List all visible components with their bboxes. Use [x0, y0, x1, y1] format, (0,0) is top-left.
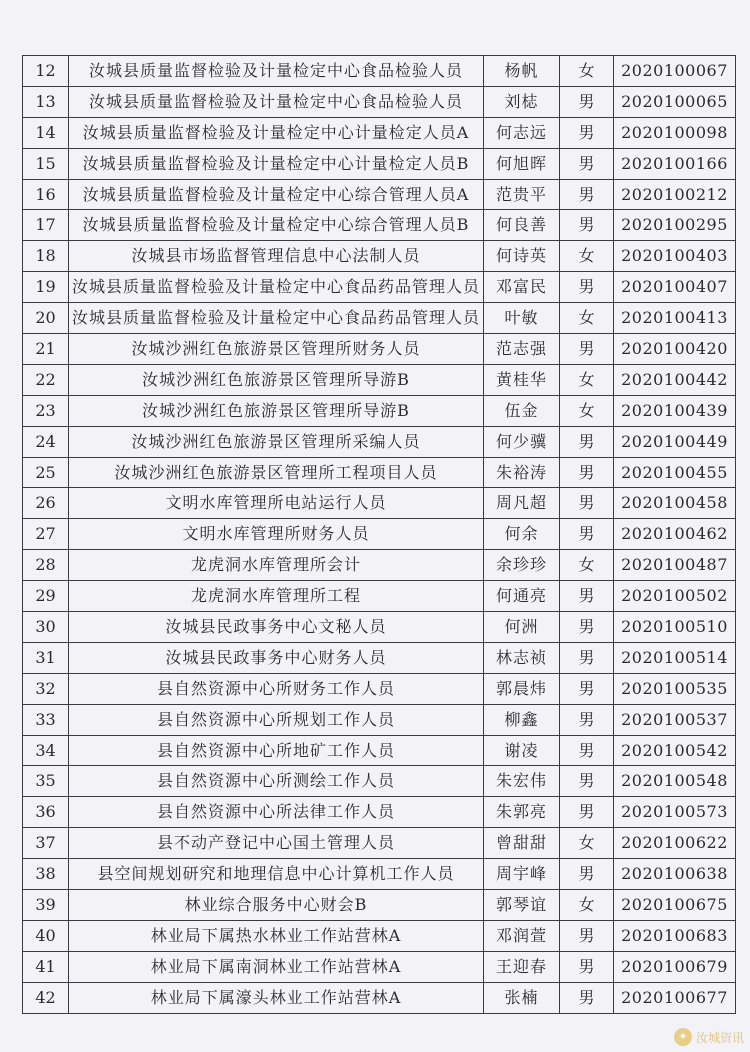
ticket-number: 2020100067 — [614, 56, 736, 87]
candidate-gender: 女 — [560, 241, 614, 272]
position-name: 汝城县质量监督检验及计量检定中心食品检验人员 — [69, 56, 484, 87]
table-row — [23, 519, 736, 550]
candidate-gender: 男 — [560, 797, 614, 828]
table-row — [23, 797, 736, 828]
candidate-gender: 男 — [560, 334, 614, 365]
position-name: 林业综合服务中心财会B — [69, 890, 484, 921]
position-name: 县自然资源中心所财务工作人员 — [69, 673, 484, 704]
candidate-name: 余珍珍 — [484, 550, 560, 581]
row-number: 30 — [23, 612, 69, 643]
candidate-gender: 男 — [560, 457, 614, 488]
ticket-number: 2020100537 — [614, 704, 736, 735]
ticket-number: 2020100442 — [614, 364, 736, 395]
candidate-gender: 男 — [560, 148, 614, 179]
row-number: 36 — [23, 797, 69, 828]
candidate-name: 王迎春 — [484, 951, 560, 982]
candidate-name: 柳鑫 — [484, 704, 560, 735]
ticket-number: 2020100510 — [614, 612, 736, 643]
candidate-name: 伍金 — [484, 395, 560, 426]
table-row — [23, 426, 736, 457]
candidate-name: 邓富民 — [484, 272, 560, 303]
position-name: 汝城县市场监督管理信息中心法制人员 — [69, 241, 484, 272]
position-name: 龙虎洞水库管理所工程 — [69, 581, 484, 612]
candidate-gender: 女 — [560, 550, 614, 581]
candidate-name: 谢凌 — [484, 735, 560, 766]
ticket-number: 2020100295 — [614, 210, 736, 241]
candidate-name: 杨帆 — [484, 56, 560, 87]
ticket-number: 2020100683 — [614, 920, 736, 951]
candidate-name: 刘梽 — [484, 86, 560, 117]
candidate-name: 何良善 — [484, 210, 560, 241]
row-number: 23 — [23, 395, 69, 426]
candidate-gender: 女 — [560, 395, 614, 426]
position-name: 林业局下属南洞林业工作站营林A — [69, 951, 484, 982]
candidate-name: 何少骥 — [484, 426, 560, 457]
table-row — [23, 581, 736, 612]
row-number: 27 — [23, 519, 69, 550]
position-name: 汝城县质量监督检验及计量检定中心综合管理人员B — [69, 210, 484, 241]
ticket-number: 2020100548 — [614, 766, 736, 797]
position-name: 县不动产登记中心国土管理人员 — [69, 828, 484, 859]
table-row — [23, 951, 736, 982]
table-row — [23, 642, 736, 673]
candidate-gender: 男 — [560, 766, 614, 797]
candidate-name: 郭晨炜 — [484, 673, 560, 704]
table-row — [23, 766, 736, 797]
candidate-gender: 男 — [560, 920, 614, 951]
ticket-number: 2020100542 — [614, 735, 736, 766]
ticket-number: 2020100514 — [614, 642, 736, 673]
row-number: 21 — [23, 334, 69, 365]
position-name: 林业局下属热水林业工作站营林A — [69, 920, 484, 951]
candidate-name: 周宇峰 — [484, 859, 560, 890]
candidate-name: 朱郭亮 — [484, 797, 560, 828]
row-number: 34 — [23, 735, 69, 766]
row-number: 14 — [23, 117, 69, 148]
table-row — [23, 272, 736, 303]
ticket-number: 2020100535 — [614, 673, 736, 704]
position-name: 林业局下属濠头林业工作站营林A — [69, 982, 484, 1013]
row-number: 22 — [23, 364, 69, 395]
ticket-number: 2020100462 — [614, 519, 736, 550]
candidate-gender: 男 — [560, 272, 614, 303]
ticket-number: 2020100439 — [614, 395, 736, 426]
position-name: 汝城沙洲红色旅游景区管理所导游B — [69, 395, 484, 426]
table-row — [23, 890, 736, 921]
ticket-number: 2020100413 — [614, 303, 736, 334]
candidate-gender: 男 — [560, 951, 614, 982]
table-row — [23, 179, 736, 210]
candidate-gender: 男 — [560, 704, 614, 735]
candidate-name: 何旭晖 — [484, 148, 560, 179]
candidate-gender: 男 — [560, 488, 614, 519]
ticket-number: 2020100638 — [614, 859, 736, 890]
row-number: 39 — [23, 890, 69, 921]
row-number: 31 — [23, 642, 69, 673]
candidate-name: 叶敏 — [484, 303, 560, 334]
ticket-number: 2020100458 — [614, 488, 736, 519]
candidate-name: 朱裕涛 — [484, 457, 560, 488]
ticket-number: 2020100407 — [614, 272, 736, 303]
ticket-number: 2020100098 — [614, 117, 736, 148]
table-row — [23, 148, 736, 179]
table-row — [23, 920, 736, 951]
candidate-name: 何洲 — [484, 612, 560, 643]
ticket-number: 2020100622 — [614, 828, 736, 859]
position-name: 汝城县民政事务中心财务人员 — [69, 642, 484, 673]
watermark — [674, 1028, 744, 1046]
position-name: 汝城沙洲红色旅游景区管理所财务人员 — [69, 334, 484, 365]
table-row — [23, 334, 736, 365]
row-number: 37 — [23, 828, 69, 859]
row-number: 28 — [23, 550, 69, 581]
row-number: 17 — [23, 210, 69, 241]
candidate-name: 何志远 — [484, 117, 560, 148]
watermark-text: 汝城资讯 — [695, 1030, 744, 1045]
position-name: 县自然资源中心所测绘工作人员 — [69, 766, 484, 797]
position-name: 汝城县民政事务中心文秘人员 — [69, 612, 484, 643]
candidate-name: 邓润萱 — [484, 920, 560, 951]
candidate-gender: 女 — [560, 56, 614, 87]
table-row — [23, 488, 736, 519]
candidate-gender: 女 — [560, 828, 614, 859]
candidate-name: 范志强 — [484, 334, 560, 365]
ticket-number: 2020100675 — [614, 890, 736, 921]
ticket-number: 2020100166 — [614, 148, 736, 179]
candidate-gender: 男 — [560, 612, 614, 643]
table-row — [23, 704, 736, 735]
position-name: 汝城县质量监督检验及计量检定中心综合管理人员A — [69, 179, 484, 210]
ticket-number: 2020100403 — [614, 241, 736, 272]
row-number: 18 — [23, 241, 69, 272]
position-name: 文明水库管理所财务人员 — [69, 519, 484, 550]
row-number: 38 — [23, 859, 69, 890]
table-row — [23, 673, 736, 704]
ticket-number: 2020100679 — [614, 951, 736, 982]
position-name: 汝城县质量监督检验及计量检定中心食品检验人员 — [69, 86, 484, 117]
table-row — [23, 56, 736, 87]
table-row — [23, 86, 736, 117]
candidate-name: 何通亮 — [484, 581, 560, 612]
position-name: 县自然资源中心所规划工作人员 — [69, 704, 484, 735]
row-number: 33 — [23, 704, 69, 735]
candidate-gender: 男 — [560, 210, 614, 241]
position-name: 县空间规划研究和地理信息中心计算机工作人员 — [69, 859, 484, 890]
candidate-gender: 男 — [560, 426, 614, 457]
row-number: 20 — [23, 303, 69, 334]
position-name: 汝城沙洲红色旅游景区管理所工程项目人员 — [69, 457, 484, 488]
candidate-name: 曾甜甜 — [484, 828, 560, 859]
table-row — [23, 612, 736, 643]
candidate-gender: 男 — [560, 179, 614, 210]
row-number: 15 — [23, 148, 69, 179]
candidate-gender: 男 — [560, 86, 614, 117]
candidate-gender: 男 — [560, 117, 614, 148]
candidate-gender: 男 — [560, 581, 614, 612]
row-number: 19 — [23, 272, 69, 303]
candidate-gender: 男 — [560, 673, 614, 704]
position-name: 县自然资源中心所地矿工作人员 — [69, 735, 484, 766]
candidate-name: 周凡超 — [484, 488, 560, 519]
row-number: 32 — [23, 673, 69, 704]
candidate-name: 张楠 — [484, 982, 560, 1013]
table-row — [23, 117, 736, 148]
position-name: 龙虎洞水库管理所会计 — [69, 550, 484, 581]
watermark-logo-icon: ✦ — [674, 1028, 692, 1046]
position-name: 汝城县质量监督检验及计量检定中心计量检定人员A — [69, 117, 484, 148]
row-number: 41 — [23, 951, 69, 982]
row-number: 40 — [23, 920, 69, 951]
ticket-number: 2020100573 — [614, 797, 736, 828]
row-number: 29 — [23, 581, 69, 612]
row-number: 16 — [23, 179, 69, 210]
candidate-name: 何余 — [484, 519, 560, 550]
row-number: 42 — [23, 982, 69, 1013]
candidate-table-body — [23, 56, 736, 1014]
position-name: 汝城沙洲红色旅游景区管理所导游B — [69, 364, 484, 395]
row-number: 26 — [23, 488, 69, 519]
ticket-number: 2020100487 — [614, 550, 736, 581]
candidate-table — [22, 55, 736, 1014]
table-row — [23, 828, 736, 859]
row-number: 24 — [23, 426, 69, 457]
ticket-number: 2020100420 — [614, 334, 736, 365]
ticket-number: 2020100449 — [614, 426, 736, 457]
candidate-name: 范贵平 — [484, 179, 560, 210]
position-name: 县自然资源中心所法律工作人员 — [69, 797, 484, 828]
candidate-gender: 男 — [560, 519, 614, 550]
table-row — [23, 303, 736, 334]
position-name: 汝城县质量监督检验及计量检定中心计量检定人员B — [69, 148, 484, 179]
ticket-number: 2020100212 — [614, 179, 736, 210]
candidate-gender: 男 — [560, 642, 614, 673]
candidate-name: 朱宏伟 — [484, 766, 560, 797]
table-row — [23, 982, 736, 1013]
candidate-gender: 女 — [560, 890, 614, 921]
position-name: 文明水库管理所电站运行人员 — [69, 488, 484, 519]
row-number: 35 — [23, 766, 69, 797]
table-row — [23, 735, 736, 766]
row-number: 12 — [23, 56, 69, 87]
table-row — [23, 395, 736, 426]
table-row — [23, 550, 736, 581]
candidate-gender: 男 — [560, 859, 614, 890]
candidate-name: 黄桂华 — [484, 364, 560, 395]
ticket-number: 2020100455 — [614, 457, 736, 488]
table-row — [23, 210, 736, 241]
table-row — [23, 859, 736, 890]
row-number: 13 — [23, 86, 69, 117]
table-row — [23, 457, 736, 488]
candidate-gender: 男 — [560, 982, 614, 1013]
candidate-gender: 男 — [560, 735, 614, 766]
table-row — [23, 241, 736, 272]
position-name: 汝城县质量监督检验及计量检定中心食品药品管理人员 — [69, 272, 484, 303]
ticket-number: 2020100677 — [614, 982, 736, 1013]
position-name: 汝城县质量监督检验及计量检定中心食品药品管理人员 — [69, 303, 484, 334]
candidate-name: 林志祯 — [484, 642, 560, 673]
candidate-gender: 女 — [560, 303, 614, 334]
candidate-name: 郭琴谊 — [484, 890, 560, 921]
candidate-name: 何诗英 — [484, 241, 560, 272]
table-row — [23, 364, 736, 395]
position-name: 汝城沙洲红色旅游景区管理所采编人员 — [69, 426, 484, 457]
candidate-gender: 女 — [560, 364, 614, 395]
ticket-number: 2020100502 — [614, 581, 736, 612]
ticket-number: 2020100065 — [614, 86, 736, 117]
row-number: 25 — [23, 457, 69, 488]
